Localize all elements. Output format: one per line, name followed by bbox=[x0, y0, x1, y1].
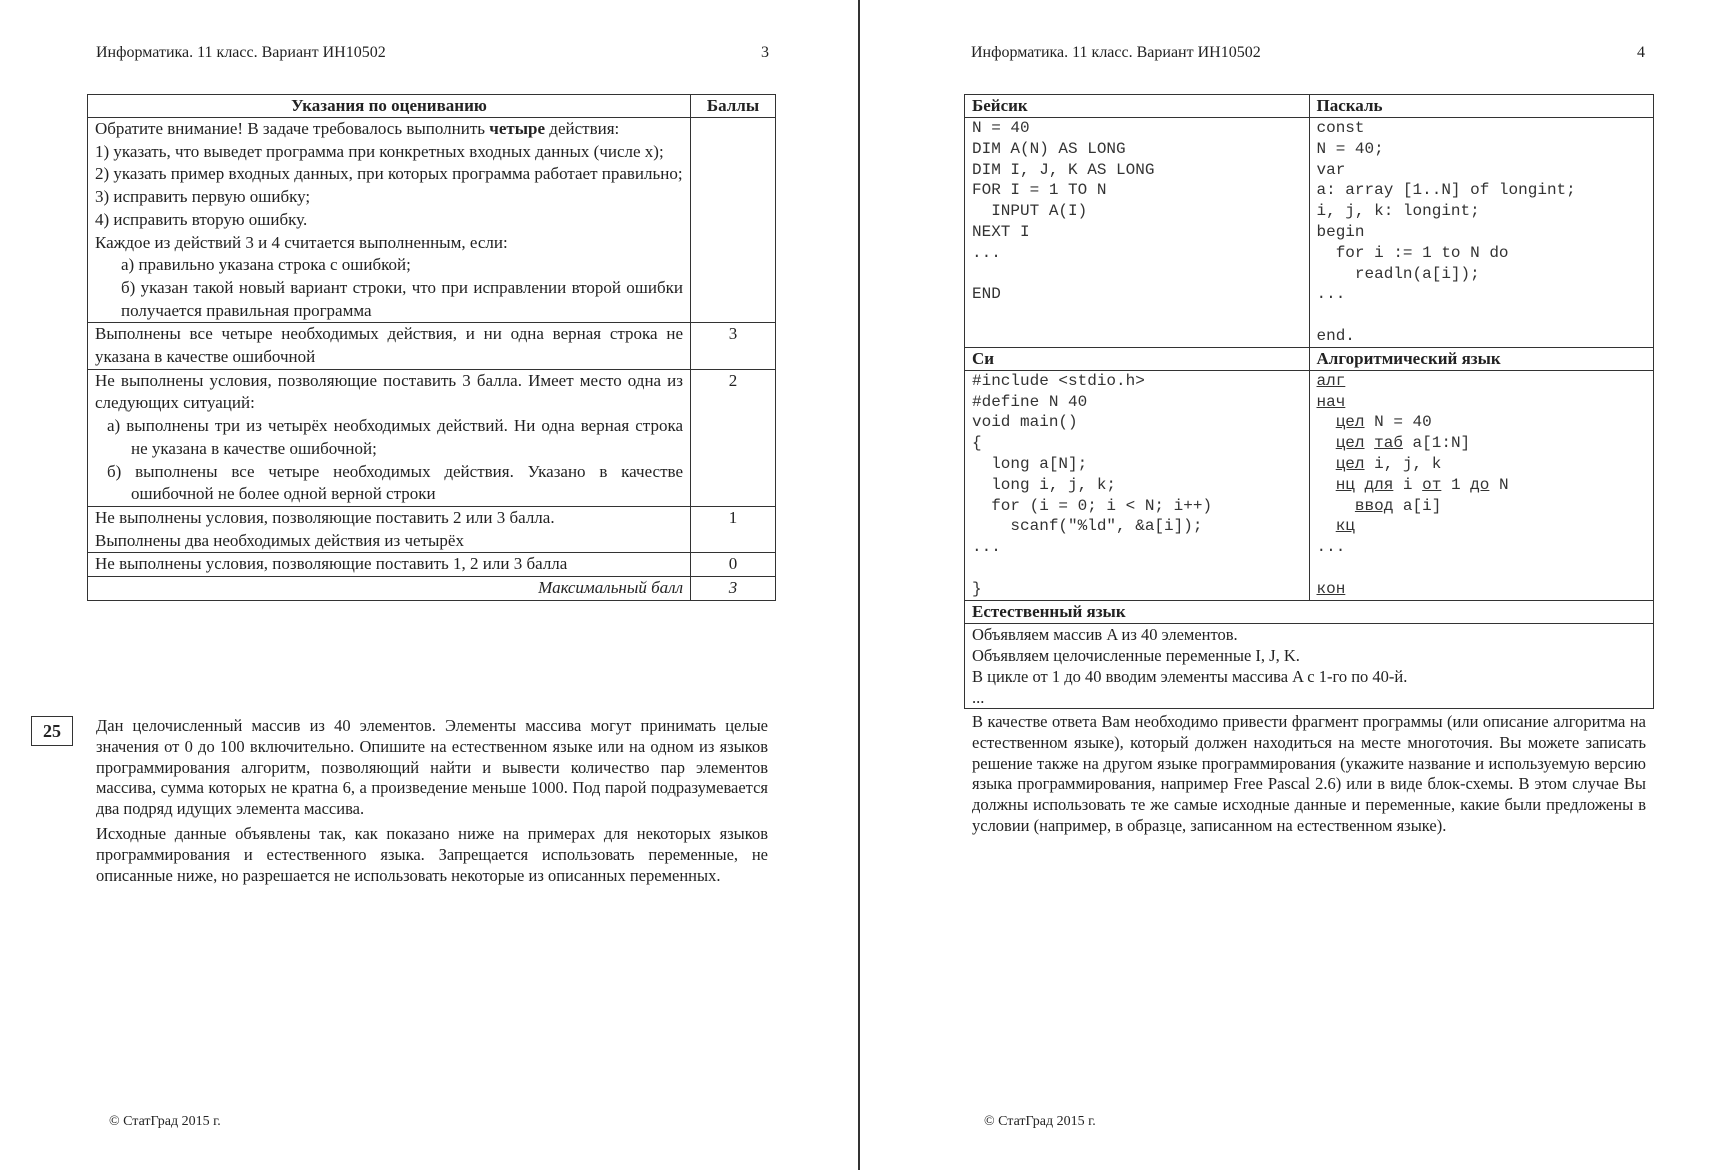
table-header-row bbox=[965, 95, 1654, 118]
max-score-value: 3 bbox=[691, 577, 776, 601]
answer-instructions: В качестве ответа Вам необходимо привести фрагмент программы (или описание алгоритма на естественном языке), который должен находиться на месте многоточия. Вы можете записать решение также на другом языке программирования (укажите название и используемую версию языка программирования, например Free Pascal 2.6) или в виде блок-схемы. В этом случае Вы должны использовать те же самые исходные данные и переменные, какие были предложены в условии (например, в образце, записанном на естественном языке). bbox=[972, 712, 1646, 835]
points-cell bbox=[691, 118, 776, 323]
table-header-row bbox=[88, 95, 776, 118]
points-2: 2 bbox=[691, 369, 776, 506]
natural-line: В цикле от 1 до 40 вводим элементы массива A с 1-го по 40-й. bbox=[972, 666, 1408, 686]
c-cell bbox=[965, 370, 1310, 600]
page-number: 3 bbox=[761, 44, 769, 61]
points-0: 0 bbox=[691, 553, 776, 577]
page-header: Информатика. 11 класс. Вариант ИН10502 bbox=[96, 44, 386, 61]
right-page bbox=[860, 0, 1718, 1170]
algo-header: Алгоритмический язык bbox=[1309, 347, 1654, 370]
basic-cell bbox=[965, 118, 1310, 348]
criteria-1-line1: Не выполнены условия, позволяющие поставить 2 или 3 балла. bbox=[95, 507, 555, 527]
table-row bbox=[88, 118, 776, 323]
table-row bbox=[88, 323, 776, 369]
criteria-2-a: а) выполнены три из четырёх необходимых действий. Ни одна верная строка не указана в качестве ошибочной; bbox=[107, 416, 683, 458]
page-footer: © СтатГрад 2015 г. bbox=[984, 1114, 1096, 1129]
task-text bbox=[96, 716, 768, 886]
table-row bbox=[88, 506, 776, 552]
criteria-1-cell bbox=[88, 506, 691, 552]
task-paragraph: Дан целочисленный массив из 40 элементов. Элементы массива могут принимать целые значения от 0 до 100 включительно. Опишите на естественном языке или на одном из языков программирования алгоритм, позволяющий найти и вывести количество пар элементов массива, сумма которых не кратна 6, а произведение меньше 1000. Под парой подразумевается два подряд идущих элемента массива. bbox=[96, 716, 768, 819]
condition-b: б) указан такой новый вариант строки, что при исправлении второй ошибки получается правильная программа bbox=[121, 277, 683, 320]
natural-line: Объявляем целочисленные переменные I, J, K. bbox=[972, 645, 1300, 665]
pascal-code: const N = 40; var a: array [1..N] of longint; i, j, k: longint; begin for i := 1 to N do readln(a[i]); ... end. bbox=[1316, 119, 1576, 345]
criteria-3: Выполнены все четыре необходимых действия, и ни одна верная строка не указана в качестве ошибочной bbox=[88, 323, 691, 369]
list-item: 1) указать, что выведет программа при конкретных входных данных (числе x); bbox=[95, 141, 664, 161]
criteria-column-header: Указания по оцениванию bbox=[88, 95, 691, 118]
criteria-1-line2: Выполнены два необходимых действия из четырёх bbox=[95, 530, 464, 550]
criteria-0: Не выполнены условия, позволяющие поставить 1, 2 или 3 балла bbox=[88, 553, 691, 577]
criteria-2-b: б) выполнены все четыре необходимых действия. Указано в качестве ошибочной не более одной верной строки bbox=[107, 461, 683, 504]
intro-text: Обратите внимание! В задаче требовалось выполнить четыре действия: bbox=[95, 119, 620, 138]
c-header: Си bbox=[965, 347, 1310, 370]
pascal-cell bbox=[1309, 118, 1654, 348]
table-header-row bbox=[965, 347, 1654, 370]
table-row bbox=[88, 369, 776, 506]
basic-header: Бейсик bbox=[965, 95, 1310, 118]
natural-cell bbox=[965, 623, 1654, 708]
pascal-header: Паскаль bbox=[1309, 95, 1654, 118]
bold-word: четыре bbox=[489, 119, 546, 138]
points-column-header: Баллы bbox=[691, 95, 776, 118]
page-footer: © СтатГрад 2015 г. bbox=[109, 1114, 221, 1129]
table-row bbox=[965, 370, 1654, 600]
criteria-2: Не выполнены условия, позволяющие поставить 3 балла. Имеет место одна из следующих ситуаций: bbox=[95, 370, 683, 413]
grading-table bbox=[87, 94, 776, 601]
max-score-row bbox=[88, 577, 776, 601]
points-1: 1 bbox=[691, 506, 776, 552]
code-examples-table bbox=[964, 94, 1654, 709]
basic-code: N = 40 DIM A(N) AS LONG DIM I, J, K AS LONG FOR I = 1 TO N INPUT A(I) NEXT I ... END bbox=[972, 119, 1155, 304]
intro-cell bbox=[88, 118, 691, 323]
table-row bbox=[965, 118, 1654, 348]
list-item: 2) указать пример входных данных, при которых программа работает правильно; bbox=[95, 164, 683, 184]
list-item: 3) исправить первую ошибку; bbox=[95, 187, 311, 207]
natural-line: ... bbox=[972, 687, 985, 707]
criteria-2-cell bbox=[88, 369, 691, 506]
points-3: 3 bbox=[691, 323, 776, 369]
condition-a: а) правильно указана строка с ошибкой; bbox=[121, 255, 411, 275]
table-header-row bbox=[965, 600, 1654, 623]
page-number: 4 bbox=[1637, 44, 1645, 61]
table-row bbox=[88, 553, 776, 577]
max-score-label: Максимальный балл bbox=[88, 577, 691, 601]
list-item: 4) исправить вторую ошибку. bbox=[95, 209, 308, 229]
natural-header: Естественный язык bbox=[965, 600, 1654, 623]
c-code: #include <stdio.h> #define N 40 void main() { long a[N]; long i, j, k; for (i = 0; i < N; i++) scanf("%ld", &a[i]); ... } bbox=[972, 371, 1213, 598]
natural-line: Объявляем массив A из 40 элементов. bbox=[972, 624, 1238, 644]
task-number-badge: 25 bbox=[31, 716, 73, 746]
left-page bbox=[0, 0, 858, 1170]
page-header: Информатика. 11 класс. Вариант ИН10502 bbox=[971, 44, 1261, 61]
algo-code: алг нач цел N = 40 цел таб a[1:N] цел i, j, k нц для i от 1 до N ввод a[i] кц ... кон bbox=[1316, 371, 1509, 598]
table-row bbox=[965, 623, 1654, 708]
task-paragraph: Исходные данные объявлены так, как показано ниже на примерах для некоторых языков программирования и естественного языка. Запрещается использовать переменные, не описанные ниже, но разрешается не использовать некоторые из описанных переменных. bbox=[96, 823, 768, 885]
algo-cell bbox=[1309, 370, 1654, 600]
condition-text: Каждое из действий 3 и 4 считается выполненным, если: bbox=[95, 232, 508, 252]
